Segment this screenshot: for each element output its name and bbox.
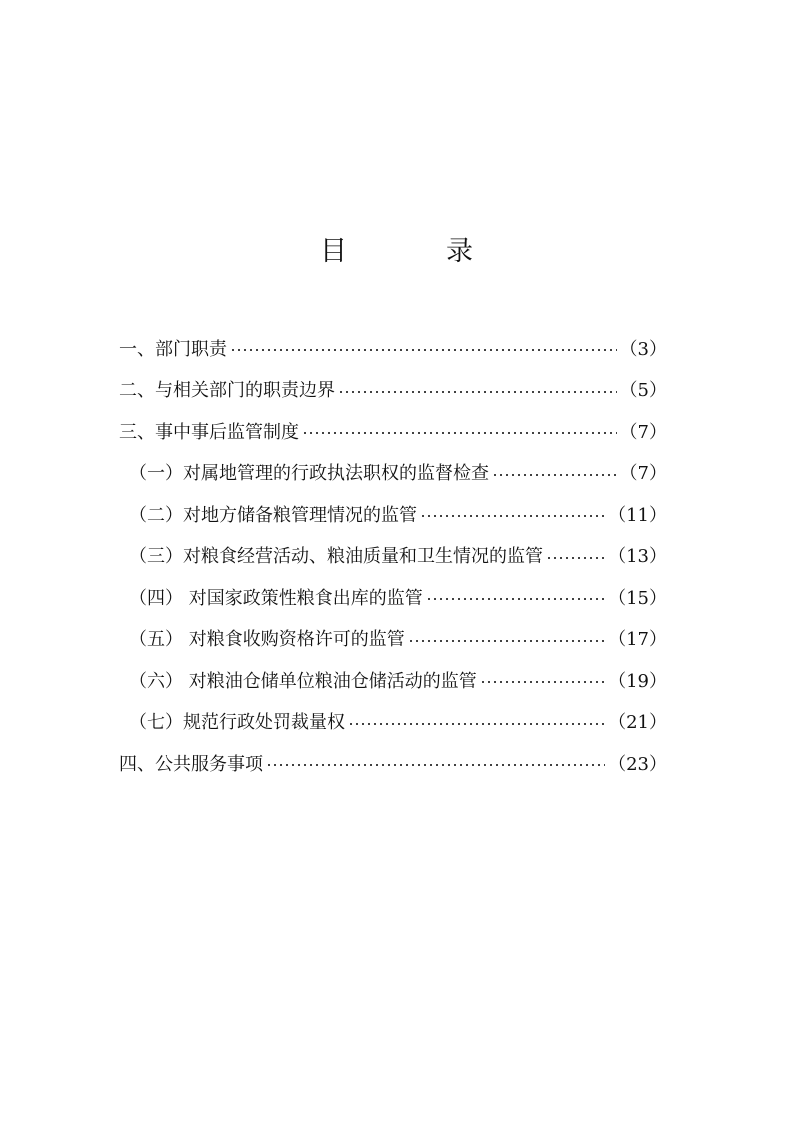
toc-leader-dots [266,764,605,766]
toc-entry[interactable] [119,742,667,784]
toc-entry-title: 四、公共服务事项 [119,753,263,775]
toc-leader-dots [420,515,605,517]
toc-entry-title: （六） 对粮油仓储单位粮油仓储活动的监管 [129,670,477,692]
toc-entry-title: （一）对属地管理的行政执法职权的监督检查 [129,463,489,485]
toc-subentry[interactable] [119,618,667,660]
toc-entry-title: （七）规范行政处罚裁量权 [129,712,345,734]
toc-leader-dots [230,349,617,351]
page-title: 目 录 [320,236,509,267]
toc-leader-dots [408,640,605,642]
toc-page-number: （15） [608,587,667,609]
toc-entry-title: （三）对粮食经营活动、粮油质量和卫生情况的监管 [129,546,543,568]
toc-entry[interactable] [119,327,667,369]
toc-leader-dots [492,474,617,476]
toc-leader-dots [426,598,605,600]
toc-entry[interactable] [119,410,667,452]
toc-page-number: （7） [619,421,667,443]
toc-page-number: （7） [619,463,667,485]
toc-leader-dots [480,681,605,683]
toc-subentry[interactable] [119,576,667,618]
toc-leader-dots [338,391,617,393]
toc-page-number: （17） [608,629,667,651]
toc-entry-title: （二）对地方储备粮管理情况的监管 [129,504,417,526]
toc-subentry[interactable] [119,701,667,743]
toc-subentry[interactable] [119,493,667,535]
toc-page-number: （3） [619,338,667,360]
toc-page-number: （13） [608,546,667,568]
toc-entry-title: 二、与相关部门的职责边界 [119,380,335,402]
toc-entry-title: （四） 对国家政策性粮食出库的监管 [129,587,423,609]
toc-subentry[interactable] [119,535,667,577]
toc-page-number: （19） [608,670,667,692]
toc-entry-title: 一、部门职责 [119,338,227,360]
toc-page-number: （21） [608,712,667,734]
toc-subentry[interactable] [119,452,667,494]
toc-entry[interactable] [119,369,667,411]
toc-leader-dots [546,557,605,559]
toc-page-number: （11） [608,504,667,526]
toc-entry-title: 三、事中事后监管制度 [119,421,299,443]
toc-entry-title: （五） 对粮食收购资格许可的监管 [129,629,405,651]
toc-leader-dots [348,723,605,725]
toc-page-number: （23） [608,753,667,775]
table-of-contents [119,327,667,784]
toc-leader-dots [302,432,617,434]
toc-page-number: （5） [619,380,667,402]
toc-subentry[interactable] [119,659,667,701]
